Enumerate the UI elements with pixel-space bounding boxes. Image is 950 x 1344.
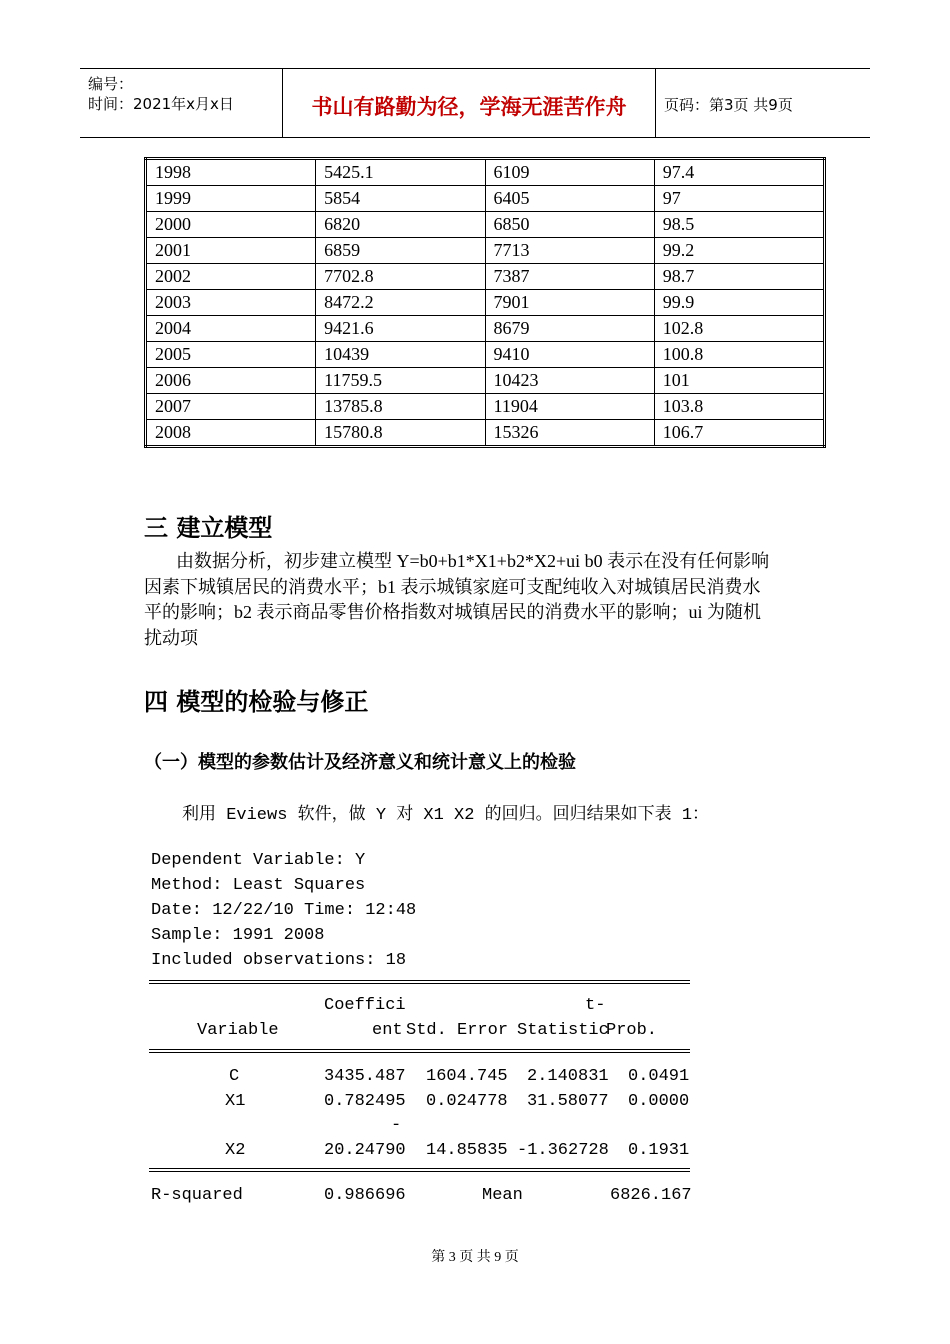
table-row xyxy=(146,316,825,342)
table-cell: 97 xyxy=(654,186,824,212)
table-cell: 5854 xyxy=(316,186,485,212)
table-cell: 7387 xyxy=(485,264,654,290)
header-right-cell xyxy=(655,69,870,137)
table-cell: 6820 xyxy=(316,212,485,238)
table-cell: 2001 xyxy=(146,238,316,264)
reg-head-coef-bottom: ent xyxy=(372,1021,403,1040)
reg-rule-bottom-a xyxy=(149,1168,690,1169)
reg-row-x2-se: 14.85835 xyxy=(426,1141,508,1160)
table-cell: 5425.1 xyxy=(316,159,485,186)
table-row xyxy=(146,342,825,368)
reg-stat-label: R-squared xyxy=(151,1186,243,1205)
reg-head-variable: Variable xyxy=(197,1021,279,1040)
reg-row-x2-variable: X2 xyxy=(225,1141,246,1160)
section4-heading: 四 模型的检验与修正 xyxy=(144,688,369,716)
section3-heading: 三 建立模型 xyxy=(144,514,273,542)
table-row xyxy=(146,212,825,238)
reg-info-2: Method: Least Squares xyxy=(151,876,366,895)
table-cell: 106.7 xyxy=(654,420,824,447)
para-line-1: 由数据分析，初步建立模型 Y=b0+b1*X1+b2*X2+ui b0 表示在没有任何影响 xyxy=(176,551,770,571)
section3-paragraph xyxy=(144,549,810,651)
reg-rule-mid-b xyxy=(149,1052,690,1053)
table-cell: 1998 xyxy=(146,159,316,186)
reg-stat-right-value: 6826.167 xyxy=(610,1186,692,1205)
table-cell: 10423 xyxy=(485,368,654,394)
table-cell: 15326 xyxy=(485,420,654,447)
reg-rule-mid-a xyxy=(149,1049,690,1050)
number-label: 编号： xyxy=(88,75,134,93)
table-cell: 2003 xyxy=(146,290,316,316)
table-cell: 7702.8 xyxy=(316,264,485,290)
para-line-4: 扰动项 xyxy=(144,627,198,648)
reg-head-t-bottom: Statistic xyxy=(517,1021,609,1040)
table-cell: 2002 xyxy=(146,264,316,290)
table-cell: 11904 xyxy=(485,394,654,420)
reg-row-x2-coef-sign: - xyxy=(391,1116,402,1135)
page-footer: 第 3 页 共 9 页 xyxy=(431,1250,519,1265)
table-cell: 102.8 xyxy=(654,316,824,342)
table-cell: 6859 xyxy=(316,238,485,264)
table-cell: 1999 xyxy=(146,186,316,212)
reg-info-1: Dependent Variable: Y xyxy=(151,851,366,870)
reg-head-t-top: t- xyxy=(585,996,606,1015)
table-cell: 98.7 xyxy=(654,264,824,290)
table-cell: 11759.5 xyxy=(316,368,485,394)
reg-info-3: Date: 12/22/10 Time: 12:48 xyxy=(151,901,417,920)
table-cell: 2005 xyxy=(146,342,316,368)
para-line-2: 因素下城镇居民的消费水平；b1 表示城镇家庭可支配纯收入对城镇居民消费水 xyxy=(144,576,761,597)
data-table xyxy=(144,157,826,448)
data-table-body xyxy=(146,159,825,447)
reg-info-4: Sample: 1991 2008 xyxy=(151,926,325,945)
table-cell: 7713 xyxy=(485,238,654,264)
table-cell: 15780.8 xyxy=(316,420,485,447)
table-cell: 2004 xyxy=(146,316,316,342)
table-cell: 101 xyxy=(654,368,824,394)
reg-row-x1-coef: 0.782495 xyxy=(324,1092,406,1111)
header-left-cell xyxy=(80,69,282,137)
table-cell: 2000 xyxy=(146,212,316,238)
table-cell: 9410 xyxy=(485,342,654,368)
table-row xyxy=(146,238,825,264)
section4-intro: 利用 Eviews 软件，做 Y 对 X1 X2 的回归。回归结果如下表 1： xyxy=(182,806,710,825)
table-cell: 13785.8 xyxy=(316,394,485,420)
reg-row-x1-t: 31.58077 xyxy=(527,1092,609,1111)
reg-row-x1-variable: X1 xyxy=(225,1092,246,1111)
table-cell: 100.8 xyxy=(654,342,824,368)
table-row xyxy=(146,264,825,290)
table-cell: 10439 xyxy=(316,342,485,368)
table-cell: 2006 xyxy=(146,368,316,394)
reg-rule-bottom-b xyxy=(149,1171,690,1172)
reg-row-x1-prob: 0.0000 xyxy=(628,1092,690,1111)
table-row xyxy=(146,159,825,186)
reg-row-x2-t: -1.362728 xyxy=(517,1141,609,1160)
table-cell: 9421.6 xyxy=(316,316,485,342)
reg-stat-value: 0.986696 xyxy=(324,1186,406,1205)
reg-row-c-coef: 3435.487 xyxy=(324,1067,406,1086)
reg-head-prob: Prob. xyxy=(606,1021,658,1040)
table-cell: 103.8 xyxy=(654,394,824,420)
reg-rule-top-a xyxy=(149,980,690,981)
table-cell: 2008 xyxy=(146,420,316,447)
table-cell: 99.2 xyxy=(654,238,824,264)
header-motto-cell xyxy=(282,69,656,137)
table-cell: 98.5 xyxy=(654,212,824,238)
table-row xyxy=(146,290,825,316)
reg-row-c-t: 2.140831 xyxy=(527,1067,609,1086)
reg-head-std-error: Std. Error xyxy=(406,1021,509,1040)
reg-rule-top-b xyxy=(149,983,690,984)
table-cell: 8679 xyxy=(485,316,654,342)
reg-row-c-se: 1604.745 xyxy=(426,1067,508,1086)
motto: 书山有路勤为径，学海无涯苦作舟 xyxy=(311,95,627,119)
page-label: 页码：第3页 共9页 xyxy=(664,96,793,114)
reg-row-x1-se: 0.024778 xyxy=(426,1092,508,1111)
para-line-3: 平的影响；b2 表示商品零售价格指数对城镇居民的消费水平的影响；ui 为随机 xyxy=(144,602,761,623)
table-cell: 6405 xyxy=(485,186,654,212)
reg-row-c-prob: 0.0491 xyxy=(628,1067,690,1086)
table-row xyxy=(146,186,825,212)
table-cell: 8472.2 xyxy=(316,290,485,316)
table-cell: 97.4 xyxy=(654,159,824,186)
table-cell: 99.9 xyxy=(654,290,824,316)
reg-row-x2-prob: 0.1931 xyxy=(628,1141,690,1160)
table-cell: 6850 xyxy=(485,212,654,238)
reg-row-x2-coef: 20.24790 xyxy=(324,1141,406,1160)
table-cell: 6109 xyxy=(485,159,654,186)
page-header xyxy=(80,68,870,138)
table-row xyxy=(146,368,825,394)
reg-row-c-variable: C xyxy=(229,1067,240,1086)
reg-stat-right-label: Mean xyxy=(482,1186,523,1205)
table-row xyxy=(146,394,825,420)
reg-head-coef-top: Coeffici xyxy=(324,996,406,1015)
table-cell: 2007 xyxy=(146,394,316,420)
section4-subheading: （一）模型的参数估计及经济意义和统计意义上的检验 xyxy=(144,752,576,773)
time-label: 时间：2021年x月x日 xyxy=(88,95,234,113)
table-row xyxy=(146,420,825,447)
reg-info-5: Included observations: 18 xyxy=(151,951,407,970)
table-cell: 7901 xyxy=(485,290,654,316)
